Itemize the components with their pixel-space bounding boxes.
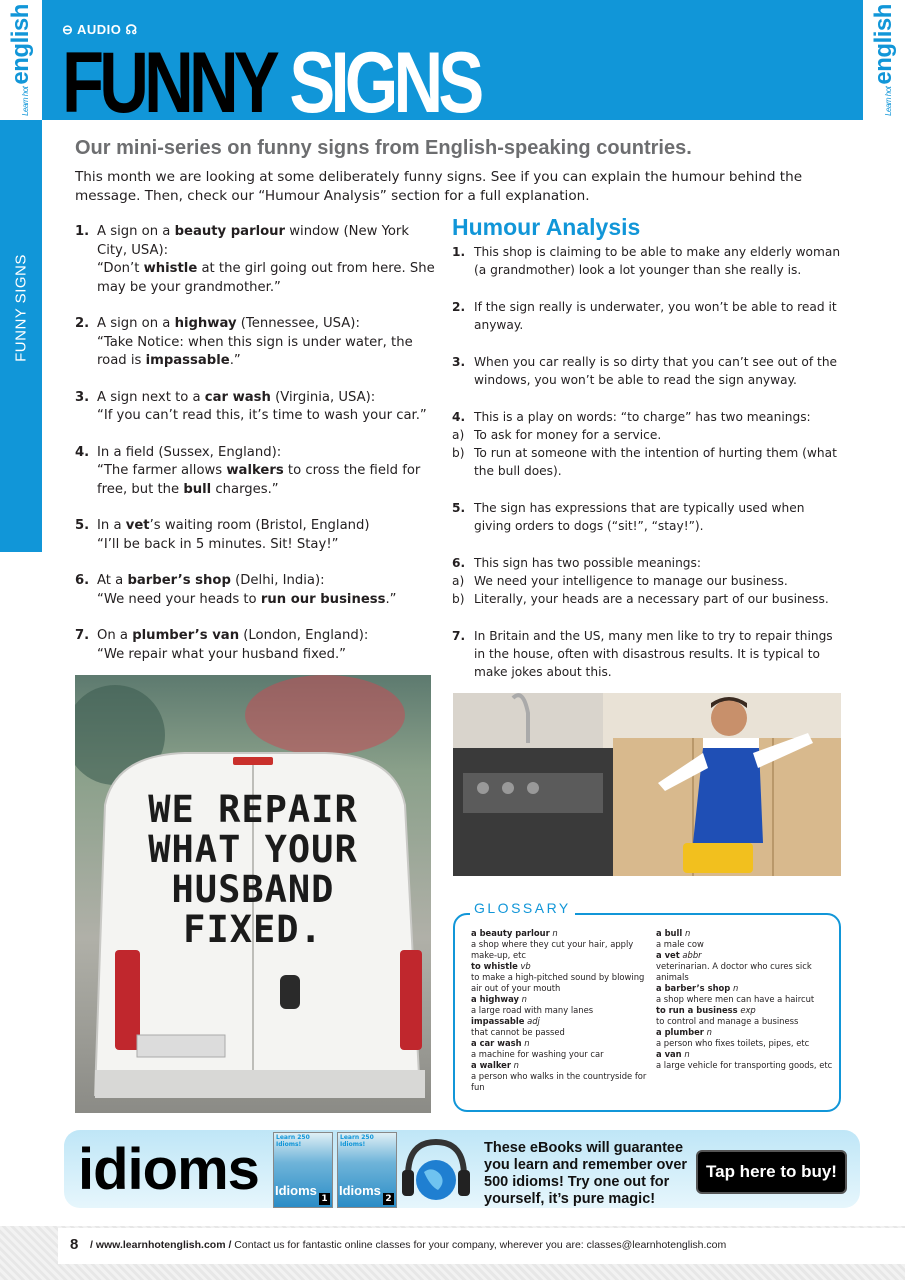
analysis-number: 7. xyxy=(452,629,466,644)
analysis-number: 6. xyxy=(452,555,466,570)
sign-text: On a xyxy=(97,628,133,643)
glossary-term: a vet xyxy=(656,950,680,960)
sign-number: 5. xyxy=(75,518,90,533)
book-label: Learn 250 Idioms! xyxy=(340,1134,374,1148)
sign-keyword: whistle xyxy=(143,261,198,276)
banner-promo-text: These eBooks will guarantee you learn and remember over 500 idioms! Try one out for yourself, it’s pure magic! xyxy=(484,1140,688,1207)
analysis-item xyxy=(452,353,842,389)
glossary-entry xyxy=(471,1038,651,1060)
sign-quote: “I’ll be back in 5 minutes. Sit! Stay!” xyxy=(97,536,339,552)
headphones-globe-icon xyxy=(400,1136,472,1208)
glossary-entry xyxy=(471,961,651,994)
sign-text: ’s waiting room (Bristol, England) xyxy=(149,518,370,533)
sign-number: 3. xyxy=(75,389,90,405)
sign-quote: to cross the field for free, but the xyxy=(97,463,421,497)
sign-text: In a field (Sussex, England): xyxy=(97,444,282,460)
title-part-2: SIGNS xyxy=(289,35,480,131)
sign-item xyxy=(75,627,437,664)
analysis-text: In Britain and the US, many men like to try to repair things in the house, often with disastrous results. It is typical to make jokes about this. xyxy=(474,629,833,680)
analysis-number: 4. xyxy=(452,409,466,424)
sign-item xyxy=(75,223,437,297)
analysis-text: If the sign really is underwater, you won’t be able to read it anyway. xyxy=(474,299,837,333)
glossary-column-2 xyxy=(656,928,836,1071)
plumber-photo xyxy=(453,693,841,876)
glossary-title: GLOSSARY xyxy=(470,898,575,918)
analysis-subitem xyxy=(452,590,842,608)
subitem-text: We need your intelligence to manage our business. xyxy=(474,574,788,589)
glossary-pos: n xyxy=(521,994,527,1004)
sign-keyword: run our business xyxy=(260,591,386,607)
glossary-definition: a person who walks in the countryside for fun xyxy=(471,1071,647,1092)
title-part-1: FUNNY xyxy=(62,35,275,131)
glossary-entry xyxy=(656,1027,836,1049)
sign-quote: “If you can’t read this, it’s time to wash your car.” xyxy=(97,408,427,423)
glossary-definition: that cannot be passed xyxy=(471,1027,565,1037)
glossary-term: to whistle xyxy=(471,961,518,971)
subitem-text: To run at someone with the intention of hurting them (what the bull does). xyxy=(474,446,837,479)
sign-quote: “We repair what your husband fixed.” xyxy=(97,646,346,662)
sign-keyword: car wash xyxy=(204,389,271,405)
sign-keyword: plumber’s van xyxy=(132,628,240,643)
sign-keyword: barber’s shop xyxy=(127,573,231,588)
banner-idioms-word: idioms xyxy=(78,1137,259,1202)
sign-number: 2. xyxy=(75,316,90,331)
book-cover-1[interactable] xyxy=(273,1132,333,1208)
sign-text: (London, England): xyxy=(239,628,369,643)
page-title xyxy=(62,35,480,131)
sign-quote: charges.” xyxy=(211,481,279,497)
van-sign-line: WE REPAIR xyxy=(148,788,358,831)
glossary-entry xyxy=(471,1060,651,1093)
glossary-pos: n xyxy=(732,983,739,993)
glossary-definition: a machine for washing your car xyxy=(471,1049,604,1059)
glossary-definition: to control and manage a business xyxy=(656,1016,799,1026)
book-title: Idioms xyxy=(275,1183,317,1198)
glossary-term: a van xyxy=(656,1049,682,1059)
analysis-text: When you car really is so dirty that you can’t see out of the windows, you won’t be able to read the sign anyway. xyxy=(474,354,838,388)
van-sign-text xyxy=(75,790,431,950)
sign-quote: “The farmer allows xyxy=(97,463,227,478)
logo-text: english xyxy=(870,4,897,85)
glossary-entry xyxy=(471,1016,651,1038)
analysis-subitem xyxy=(452,572,842,590)
intro-text: This month we are looking at some deliberately funny signs. See if you can explain the humour behind the message. Then, check our “Humour Analysis” section for a full explanation. xyxy=(75,169,803,204)
analysis-number: 2. xyxy=(452,299,466,314)
analysis-item xyxy=(452,243,842,279)
subitem-letter: b) xyxy=(452,446,465,461)
sign-quote: “We need your heads to xyxy=(97,591,261,607)
sign-text: At a xyxy=(97,573,128,588)
sign-text: In a xyxy=(97,518,126,533)
logo-left xyxy=(0,0,42,120)
sign-item xyxy=(75,444,437,500)
sign-keyword: beauty parlour xyxy=(174,224,286,239)
footer-url[interactable]: / www.learnhotenglish.com / xyxy=(90,1239,232,1251)
glossary-definition: a shop where men can have a haircut xyxy=(656,994,815,1004)
sign-keyword: walkers xyxy=(226,463,284,478)
analysis-item xyxy=(452,554,842,609)
book-label: Learn 250 Idioms! xyxy=(276,1134,310,1148)
plumber-illustration xyxy=(453,693,841,876)
sign-number: 7. xyxy=(75,628,90,643)
glossary-entry xyxy=(656,1049,836,1071)
glossary-column-1 xyxy=(471,928,651,1093)
glossary-pos: n xyxy=(684,928,691,938)
glossary-pos: n xyxy=(684,1049,690,1059)
sign-item xyxy=(75,389,437,426)
glossary-pos: n xyxy=(706,1027,712,1037)
sign-text: (Virginia, USA): xyxy=(270,389,376,405)
analysis-number: 1. xyxy=(452,245,466,259)
sign-text: (Tennessee, USA): xyxy=(236,316,360,331)
glossary-definition: to make a high-pitched sound by blowing air out of your mouth xyxy=(471,972,645,993)
sign-keyword: highway xyxy=(174,316,237,331)
glossary-term: a highway xyxy=(471,994,519,1004)
sign-keyword: bull xyxy=(183,481,212,497)
glossary-definition: veterinarian. A doctor who cures sick animals xyxy=(656,961,812,982)
subitem-text: Literally, your heads are a necessary part of our business. xyxy=(474,592,829,607)
van-sign-line: HUSBAND xyxy=(171,868,335,911)
analysis-item xyxy=(452,627,842,682)
glossary-pos: n xyxy=(524,1038,530,1048)
subitem-text: To ask for money for a service. xyxy=(474,427,662,442)
page-number: 8 xyxy=(70,1236,79,1253)
glossary-definition: a large vehicle for transporting goods, etc xyxy=(656,1060,833,1070)
sidebar xyxy=(0,120,42,552)
book-cover-2[interactable] xyxy=(337,1132,397,1208)
glossary-term: a barber’s shop xyxy=(656,983,731,993)
glossary-definition: a person who fixes toilets, pipes, etc xyxy=(656,1038,810,1048)
analysis-text: This shop is claiming to be able to make any elderly woman (a grandmother) look a lot younger than she really is. xyxy=(474,245,841,278)
logo-text: english xyxy=(7,4,34,85)
van-sign-line: WHAT YOUR xyxy=(148,828,358,871)
sign-text: A sign on a xyxy=(97,224,175,239)
glossary-pos: n xyxy=(552,928,558,938)
glossary-pos: vb xyxy=(520,961,531,971)
sidebar-label: FUNNY SIGNS xyxy=(12,254,30,362)
analysis-number: 5. xyxy=(452,501,466,516)
sign-quote: “Don’t xyxy=(97,261,144,276)
sign-keyword: impassable xyxy=(145,353,230,368)
book-number: 1 xyxy=(319,1193,330,1205)
audio-label[interactable]: ⊖ AUDIO ☊ xyxy=(62,22,138,37)
logo-right xyxy=(863,0,905,120)
van-sign-line: FIXED. xyxy=(183,908,323,951)
subtitle: Our mini-series on funny signs from English-speaking countries. xyxy=(75,137,692,159)
van-photo xyxy=(75,675,431,1113)
glossary-entry xyxy=(656,1005,836,1027)
glossary-term: a plumber xyxy=(656,1027,704,1037)
sign-quote: “Take Notice: when this sign is under water, the road is xyxy=(97,334,413,368)
analysis-item xyxy=(452,298,842,334)
glossary-pos: n xyxy=(513,1060,519,1070)
sign-keyword: vet xyxy=(125,518,150,533)
sign-quote: at the girl going out from here. She may be your grandmother.” xyxy=(97,261,435,295)
glossary-term: a beauty parlour xyxy=(471,928,550,938)
glossary-entry xyxy=(656,928,836,950)
glossary-pos: abbr xyxy=(682,950,702,960)
glossary-definition: a large road with many lanes xyxy=(471,1005,594,1015)
sign-number: 4. xyxy=(75,444,90,460)
sign-item xyxy=(75,315,437,371)
buy-button[interactable]: Tap here to buy! xyxy=(696,1150,847,1194)
glossary-term: to run a business xyxy=(656,1005,738,1015)
book-title: Idioms xyxy=(339,1183,381,1198)
analysis-number: 3. xyxy=(452,354,466,369)
analysis-subitem xyxy=(452,426,842,444)
footer-text xyxy=(90,1239,726,1251)
sign-text: (Delhi, India): xyxy=(230,573,325,588)
analysis-item xyxy=(452,499,842,535)
glossary-pos: adj xyxy=(527,1016,540,1026)
subitem-letter: a) xyxy=(452,574,465,589)
glossary-entry xyxy=(471,994,651,1016)
logo-small-text: Learn hot xyxy=(21,86,30,116)
glossary-term: a car wash xyxy=(471,1038,522,1048)
sign-quote: .” xyxy=(385,591,397,607)
humour-analysis-list xyxy=(452,243,842,700)
subitem-letter: a) xyxy=(452,427,465,442)
analysis-text: The sign has expressions that are typically used when giving orders to dogs (“sit!”, “stay!”). xyxy=(474,501,805,534)
analysis-text: This sign has two possible meanings: xyxy=(474,555,701,570)
glossary-entry xyxy=(656,983,836,1005)
glossary-pos: exp xyxy=(740,1005,756,1015)
sign-number: 6. xyxy=(75,573,90,588)
glossary-definition: a shop where they cut your hair, apply make-up, etc xyxy=(471,939,634,960)
sign-quote: .” xyxy=(229,353,241,368)
subitem-letter: b) xyxy=(452,592,465,607)
glossary-definition: a male cow xyxy=(656,939,704,949)
glossary-term: impassable xyxy=(471,1016,525,1026)
analysis-subitem xyxy=(452,444,842,480)
sign-text: A sign next to a xyxy=(97,389,205,405)
analysis-item xyxy=(452,408,842,481)
analysis-text: This is a play on words: “to charge” has two meanings: xyxy=(474,409,811,424)
glossary-entry xyxy=(656,950,836,983)
book-number: 2 xyxy=(383,1193,394,1205)
humour-analysis-title: Humour Analysis xyxy=(452,214,641,240)
glossary-term: a walker xyxy=(471,1060,511,1070)
sign-item xyxy=(75,572,437,609)
signs-list xyxy=(75,223,437,682)
glossary-entry xyxy=(471,928,651,961)
sign-text: window (New York City, USA): xyxy=(97,224,409,258)
glossary-term: a bull xyxy=(656,928,683,938)
logo-small-text: Learn hot xyxy=(884,86,893,116)
sign-text: A sign on a xyxy=(97,316,175,331)
footer-contact: Contact us for fantastic online classes for your company, wherever you are: classes@learnhotenglish.com xyxy=(231,1239,727,1251)
sign-item xyxy=(75,517,437,554)
sign-number: 1. xyxy=(75,224,90,239)
